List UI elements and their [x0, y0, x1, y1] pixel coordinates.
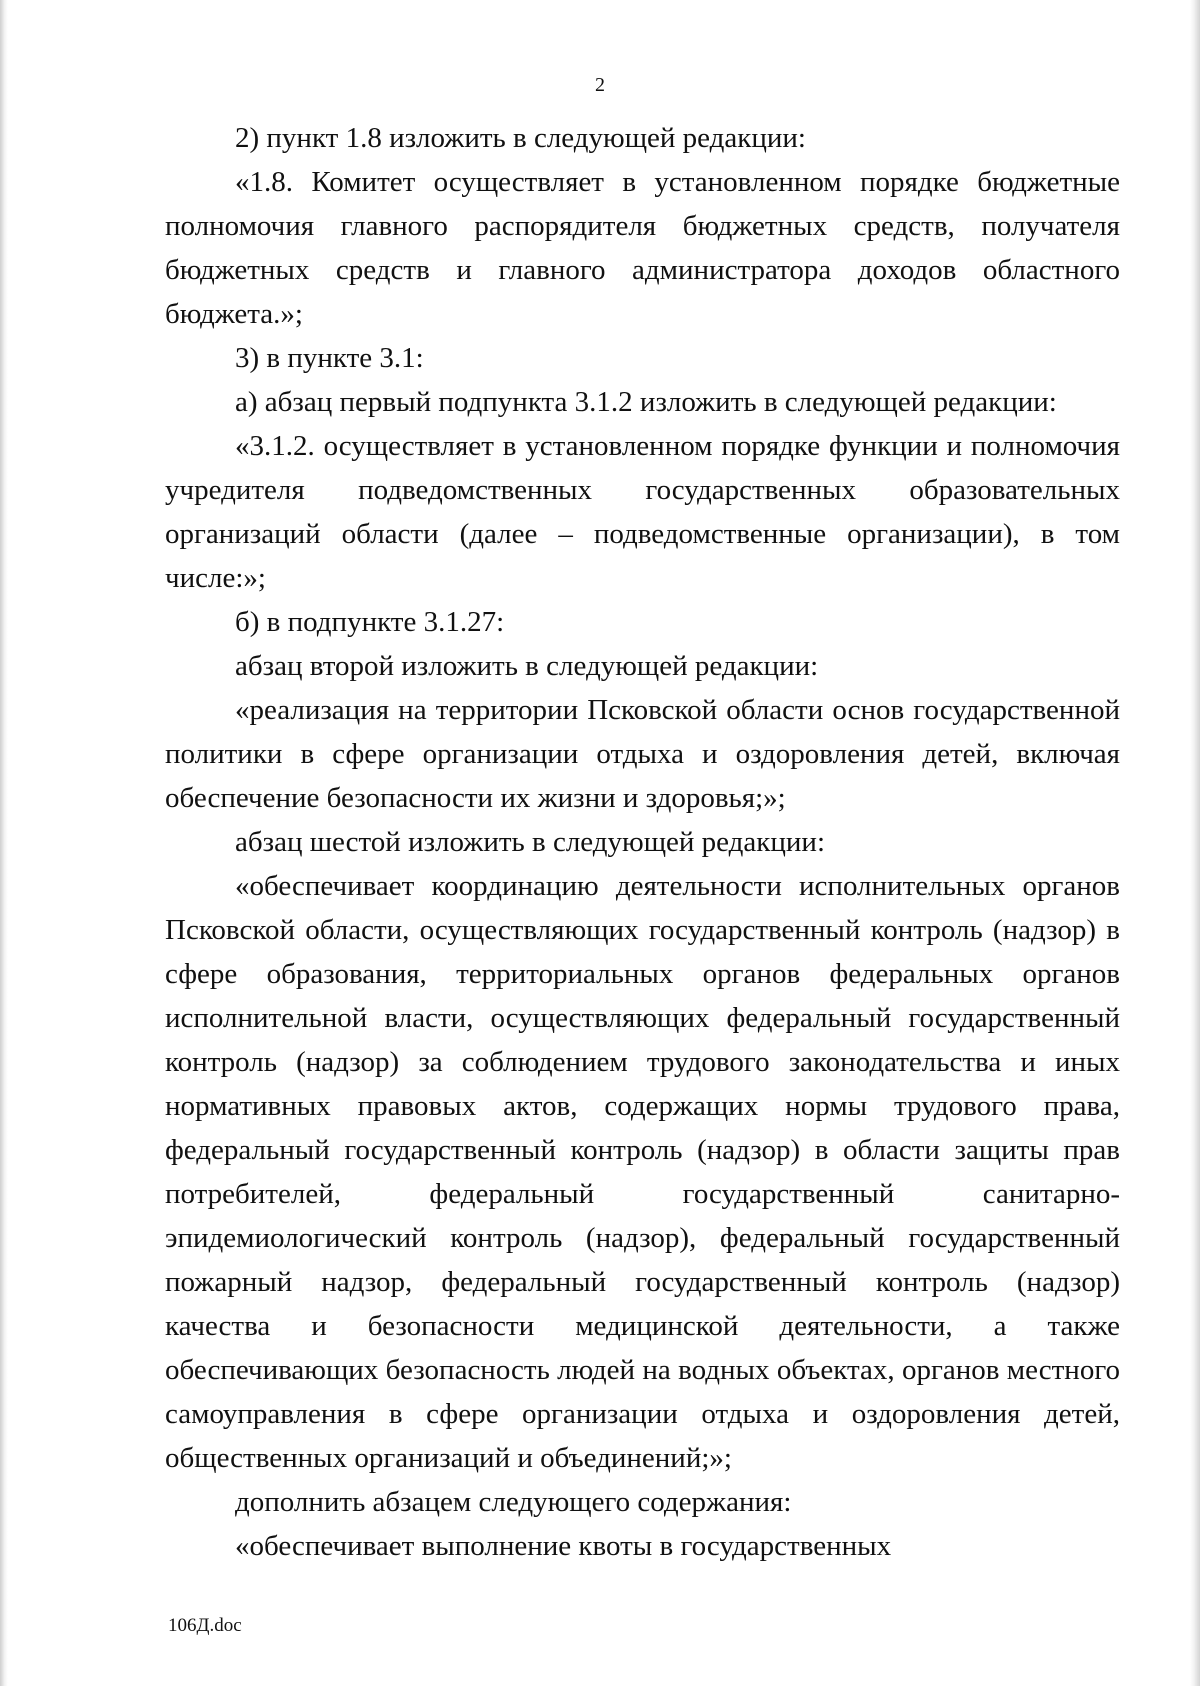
paragraph-add-abzac-heading: дополнить абзацем следующего содержания: [235, 1486, 792, 1518]
scan-edge-right [1190, 0, 1200, 1686]
paragraph-3-1-2-text: «3.1.2. осуществляет в установленном порядке функции и полномочия учредителя подведомственных государственных образовательных организаций области (далее – подведомственные организации), в том числе:»; [165, 430, 1120, 594]
paragraph-second-abzac-text: «реализация на территории Псковской области основ государственной политики в сфере организации отдыха и оздоровления детей, включая обеспечение безопасности их жизни и здоровья;»; [165, 694, 1120, 814]
paragraph-add-abzac-text: «обеспечивает выполнение квоты в государственных [235, 1530, 892, 1562]
paragraph-second-abzac-heading: абзац второй изложить в следующей редакции: [235, 650, 819, 682]
paragraph-subitem-b: б) в подпункте 3.1.27: [235, 606, 505, 638]
paragraph-item-1-8-heading: 2) пункт 1.8 изложить в следующей редакции: [235, 122, 806, 154]
scan-edge-left [0, 0, 8, 1686]
paragraph-sixth-abzac-heading: абзац шестой изложить в следующей редакции: [235, 826, 825, 858]
paragraph-item-3-1-heading: 3) в пункте 3.1: [235, 342, 424, 374]
paragraph-item-1-8-text: «1.8. Комитет осуществляет в установленном порядке бюджетные полномочия главного распорядителя бюджетных средств, получателя бюджетных средств и главного администратора доходов областного бюджета.»; [165, 166, 1120, 330]
document-body [165, 116, 1120, 1568]
footer-filename: 106Д.doc [168, 1615, 242, 1636]
paragraph-sixth-abzac-text: «обеспечивает координацию деятельности исполнительных органов Псковской области, осуществляющих государственный контроль (надзор) в сфере образования, территориальных органов федеральных органов исполнительной власти, осуществляющих федеральный государственный контроль (надзор) за соблюдением трудового законодательства и иных нормативных правовых актов, содержащих нормы трудового права, федеральный государственный контроль (надзор) в области защиты прав потребителей, федеральный государственный санитарно-эпидемиологический контроль (надзор), федеральный государственный пожарный надзор, федеральный государственный контроль (надзор) качества и безопасности медицинской деятельности, а также обеспечивающих безопасность людей на водных объектах, органов местного самоуправления в сфере организации отдыха и оздоровления детей, общественных организаций и объединений;»; [165, 870, 1120, 1474]
paragraph-subitem-a: а) абзац первый подпункта 3.1.2 изложить в следующей редакции: [235, 386, 1057, 418]
page-number: 2 [595, 74, 605, 96]
